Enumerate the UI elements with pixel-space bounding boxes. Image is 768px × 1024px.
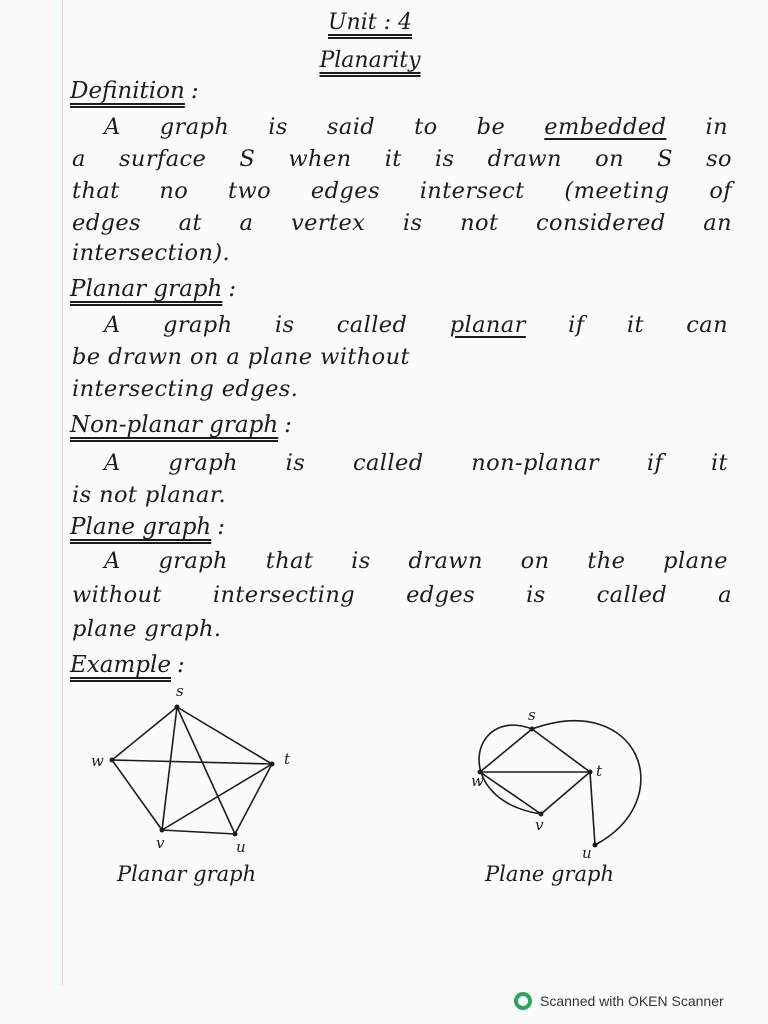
term-embedded: embedded bbox=[544, 114, 667, 140]
vertex-label-v-2: v bbox=[535, 816, 544, 834]
definition-line-5: intersection). bbox=[72, 240, 231, 266]
definition-line-2: a surface S when it is drawn on S so bbox=[72, 146, 732, 172]
oken-scanner-logo-icon bbox=[514, 992, 532, 1010]
scanner-watermark bbox=[514, 990, 724, 1012]
unit-title: Unit : 4 bbox=[328, 10, 412, 35]
term-planar: planar bbox=[449, 312, 526, 338]
planar-graph-line-2: be drawn on a plane without bbox=[72, 344, 410, 370]
vertex-label-v: v bbox=[156, 834, 165, 852]
planar-graph-heading: Planar graph : bbox=[70, 276, 237, 302]
vertex-label-u: u bbox=[236, 838, 246, 856]
planar-graph-drawing bbox=[112, 707, 272, 834]
graph-diagrams bbox=[0, 680, 768, 910]
plane-graph-heading: Plane graph : bbox=[70, 514, 225, 540]
topic-title: Planarity bbox=[319, 48, 421, 73]
plane-graph-line-3: plane graph. bbox=[72, 616, 222, 642]
plane-graph-drawing bbox=[479, 721, 641, 845]
plane-graph-line-1: A graph that is drawn on the plane bbox=[104, 548, 728, 574]
planar-graph-line-1: A graph is called planar if it can bbox=[104, 312, 728, 338]
vertex-label-s: s bbox=[176, 682, 184, 700]
planar-graph-vertices bbox=[110, 705, 275, 837]
definition-line-3: that no two edges intersect (meeting of bbox=[72, 178, 732, 204]
example-heading: Example : bbox=[70, 652, 185, 678]
vertex-label-w: w bbox=[91, 752, 104, 770]
definition-line-4: edges at a vertex is not considered an bbox=[72, 210, 732, 236]
scanner-watermark-text: Scanned with OKEN Scanner bbox=[540, 993, 724, 1009]
example-figures bbox=[0, 680, 768, 910]
planar-graph-caption: Planar graph bbox=[117, 862, 257, 886]
vertex-label-w-2: w bbox=[471, 772, 484, 790]
plane-graph-caption: Plane graph bbox=[485, 862, 614, 886]
planar-graph-line-3: intersecting edges. bbox=[72, 376, 299, 402]
vertex-label-s-2: s bbox=[528, 706, 536, 724]
vertex-label-t-2: t bbox=[596, 762, 603, 780]
definition-line-1: A graph is said to be embedded in bbox=[104, 114, 728, 140]
vertex-label-u-2: u bbox=[582, 844, 592, 862]
non-planar-graph-heading: Non-planar graph : bbox=[70, 412, 292, 438]
non-planar-graph-line-2: is not planar. bbox=[72, 482, 227, 508]
plane-graph-line-2: without intersecting edges is called a bbox=[72, 582, 732, 608]
non-planar-graph-line-1: A graph is called non-planar if it bbox=[104, 450, 728, 476]
vertex-label-t: t bbox=[284, 750, 291, 768]
definition-heading: Definition : bbox=[70, 78, 199, 104]
